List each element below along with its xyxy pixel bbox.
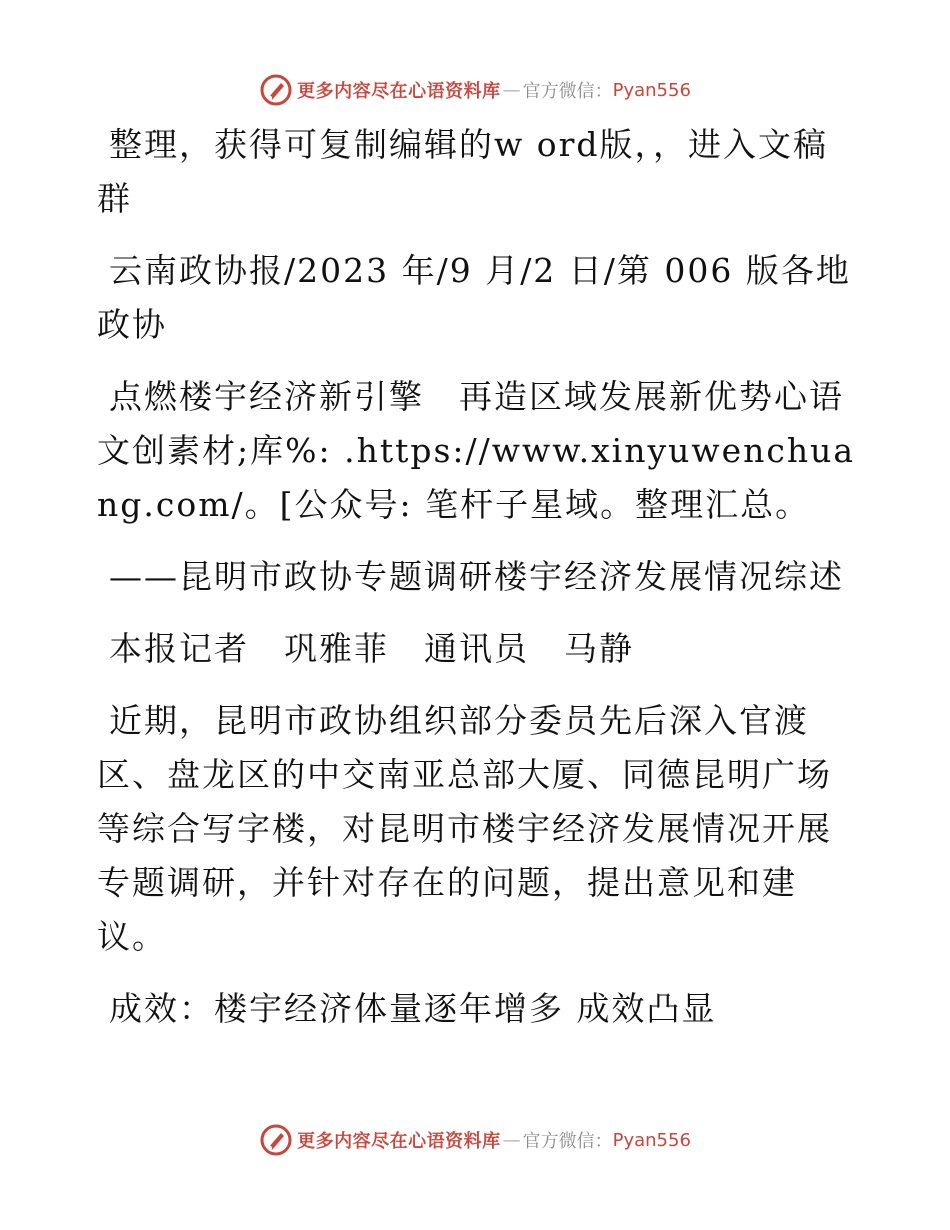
pen-nib-logo-icon (259, 73, 293, 107)
paragraph-byline: 本报记者 巩雅菲 通讯员 马静 (109, 629, 634, 668)
header-banner (0, 70, 950, 110)
paragraph-intro-note: 整理，获得可复制编辑的w ord版，，进入文稿群 (97, 125, 829, 218)
footer-wechat-label: 官方微信： (522, 1131, 613, 1152)
paragraph-headline: 点燃楼宇经济新引擎 再造区域发展新优势心语文创素材;库%: .https://www.xinyuwenchuang.com/。[公众号: 笔杆子星域。整理汇总。 (97, 377, 856, 524)
paragraph-section-heading: 成效：楼宇经济体量逐年增多 成效凸显 (109, 989, 717, 1028)
paragraph-subtitle: ——昆明市政协专题调研楼宇经济发展情况综述 (109, 557, 844, 596)
footer-banner-text: 更多内容尽在心语资料库 (297, 1131, 501, 1152)
article-body (97, 118, 857, 1054)
header-banner-dash: — (502, 79, 521, 101)
footer-wechat-id: Pyan556 (612, 1129, 691, 1151)
footer-banner-dash: — (502, 1129, 521, 1151)
paragraph-lead: 近期，昆明市政协组织部分委员先后深入官渡区、盘龙区的中交南亚总部大厦、同德昆明广场等综合写字楼，对昆明市楼宇经济发展情况开展专题调研，并针对存在的问题，提出意见和建议。 (97, 701, 832, 956)
header-wechat-id: Pyan556 (612, 79, 691, 101)
pen-nib-logo-icon (259, 1123, 293, 1157)
footer-banner (0, 1120, 950, 1160)
paragraph-source: 云南政协报/2023 年/9 月/2 日/第 006 版各地政协 (97, 251, 851, 344)
header-wechat-label: 官方微信： (522, 81, 613, 102)
header-banner-text: 更多内容尽在心语资料库 (297, 81, 501, 102)
